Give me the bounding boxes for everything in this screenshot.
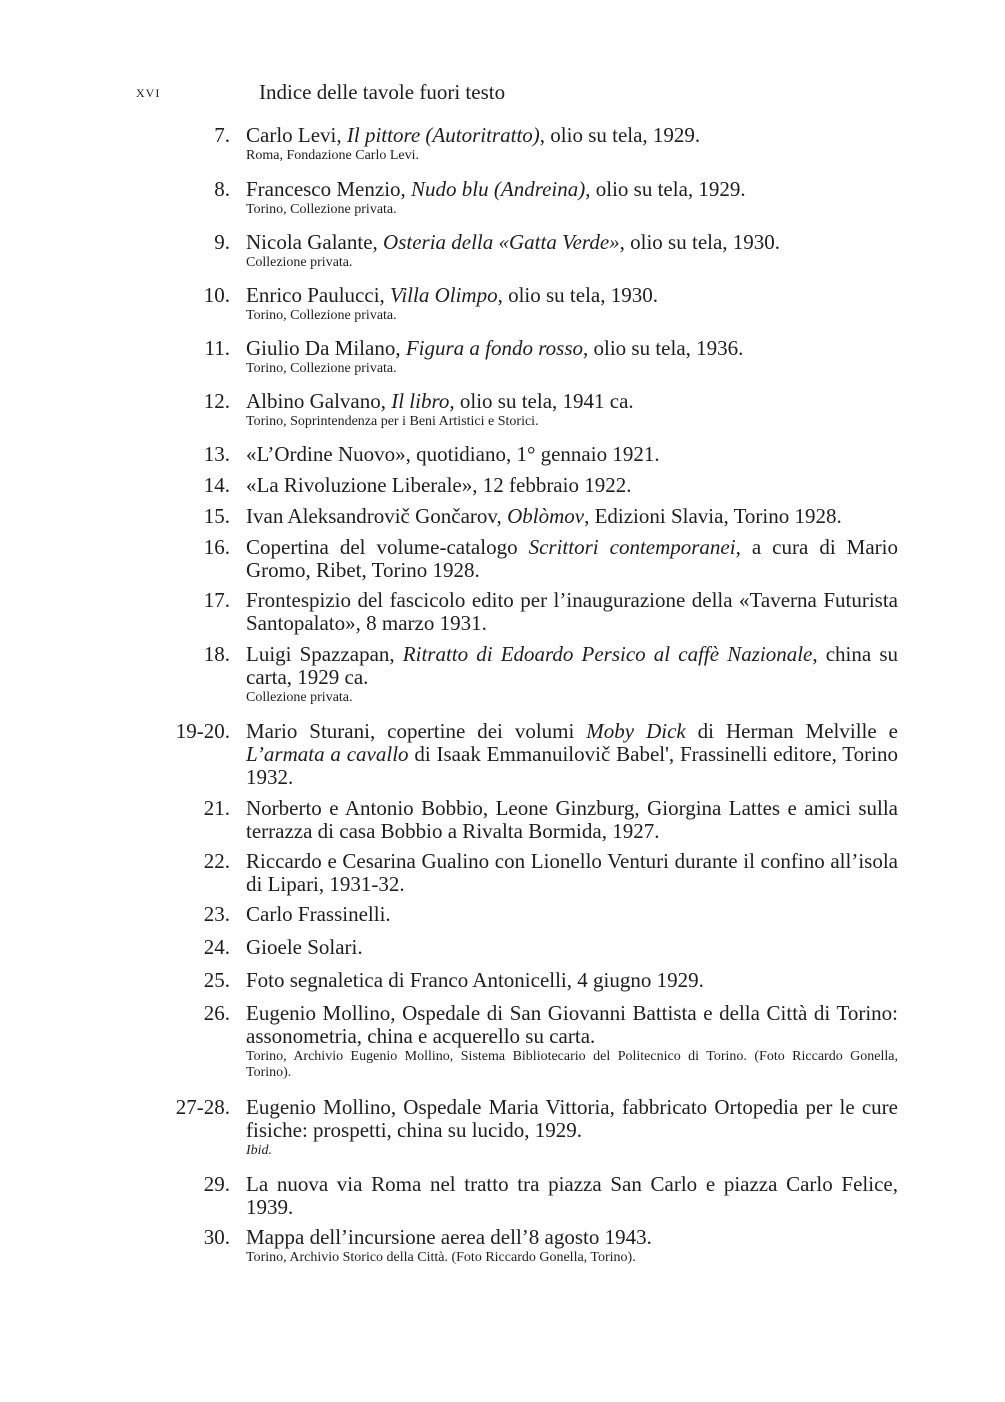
- plate-caption: [246, 337, 898, 360]
- plate-caption: [246, 589, 898, 635]
- caption-text: «L’Ordine Nuovo», quotidiano, 1° gennaio 1921.: [246, 442, 660, 466]
- caption-text: , china su carta, 1929 ca.: [246, 642, 898, 689]
- plate-number: 10.: [203, 283, 230, 307]
- caption-text: Foto segnaletica di Franco Antonicelli, 4 giugno 1929.: [246, 968, 704, 992]
- plate-caption: [246, 903, 898, 926]
- work-title: Osteria della «Gatta Verde»: [383, 230, 620, 254]
- plate-caption: [246, 936, 898, 959]
- caption-text: Copertina del volume-catalogo: [246, 535, 529, 559]
- plate-number: 23.: [203, 902, 230, 926]
- caption-text: Giulio Da Milano,: [246, 336, 406, 360]
- caption-text: Enrico Paulucci,: [246, 283, 391, 307]
- plate-description: [246, 390, 898, 430]
- caption-text: Riccardo e Cesarina Gualino con Lionello Venturi durante il confino all’isola di Lipari, 1931-32.: [246, 849, 898, 896]
- plate-description: [246, 443, 898, 466]
- caption-text: , olio su tela, 1936.: [583, 336, 744, 360]
- caption-text: Francesco Menzio,: [246, 177, 412, 201]
- work-title: Scrittori contemporanei: [528, 535, 736, 559]
- plate-number: 13.: [203, 442, 230, 466]
- plate-number: 14.: [203, 473, 230, 497]
- work-title: Il pittore (Autoritratto): [346, 123, 540, 147]
- plate-caption: [246, 390, 898, 413]
- plate-caption: [246, 850, 898, 896]
- caption-text: Carlo Levi,: [246, 123, 347, 147]
- plate-number: 18.: [203, 642, 230, 666]
- plate-description: [246, 589, 898, 635]
- plate-description: [246, 936, 898, 959]
- plate-description: [246, 1226, 898, 1266]
- plate-description: [246, 720, 898, 789]
- plate-caption: [246, 124, 898, 147]
- plate-number: 29.: [203, 1172, 230, 1196]
- plate-source-note: Torino, Collezione privata.: [246, 202, 397, 217]
- plate-number: 15.: [203, 504, 230, 528]
- plate-number: 22.: [203, 849, 230, 873]
- plate-caption: [246, 474, 898, 497]
- plate-caption: [246, 797, 898, 843]
- plate-number: 8.: [214, 177, 230, 201]
- caption-text: , olio su tela, 1930.: [619, 230, 781, 254]
- work-title: Figura a fondo rosso: [405, 336, 583, 360]
- page-number: xvi: [136, 82, 161, 101]
- plate-number: 16.: [203, 535, 230, 559]
- plate-description: [246, 474, 898, 497]
- plate-source-note: Torino, Archivio Storico della Città. (Foto Riccardo Gonella, Torino).: [246, 1250, 636, 1265]
- plate-source-note: Torino, Collezione privata.: [246, 361, 397, 376]
- plate-caption: [246, 1226, 898, 1249]
- caption-text: Frontespizio del fascicolo edito per l’inaugurazione della «Taverna Futurista Santopalato», 8 marzo 1931.: [246, 588, 898, 635]
- plate-description: [246, 969, 898, 992]
- caption-text: Ivan Aleksandrovič Gončarov,: [246, 504, 508, 528]
- plate-description: [246, 1002, 898, 1081]
- plate-caption: [246, 643, 898, 689]
- caption-text: Gioele Solari.: [246, 935, 363, 959]
- work-title: Villa Olimpo: [390, 283, 498, 307]
- plate-description: [246, 850, 898, 896]
- caption-text: Albino Galvano,: [246, 389, 392, 413]
- work-title: Moby Dick: [586, 719, 686, 743]
- caption-text: , olio su tela, 1929.: [539, 123, 701, 147]
- caption-text: , olio su tela, 1930.: [497, 283, 658, 307]
- plate-number: 12.: [203, 389, 230, 413]
- caption-text: Luigi Spazzapan,: [246, 642, 403, 666]
- plate-caption: [246, 1096, 898, 1142]
- work-title: L’armata a cavallo: [246, 742, 409, 766]
- caption-text: , a cura di Mario Gromo, Ribet, Torino 1928.: [246, 535, 898, 582]
- plate-description: [246, 1096, 898, 1159]
- plate-caption: [246, 284, 898, 307]
- plate-caption: [246, 969, 898, 992]
- plate-number: 17.: [203, 588, 230, 612]
- caption-text: Mappa dell’incursione aerea dell’8 agosto 1943.: [246, 1225, 652, 1249]
- caption-text: , olio su tela, 1941 ca.: [449, 389, 634, 413]
- caption-text: Norberto e Antonio Bobbio, Leone Ginzburg, Giorgina Lattes e amici sulla terrazza di casa Bobbio a Rivalta Bormida, 1927.: [246, 796, 898, 843]
- caption-text: , Edizioni Slavia, Torino 1928.: [584, 504, 842, 528]
- caption-text: Eugenio Mollino, Ospedale Maria Vittoria, fabbricato Ortopedia per le cure fisiche: prospetti, china su lucido, 1929.: [246, 1095, 898, 1142]
- plate-description: [246, 903, 898, 926]
- plate-description: [246, 536, 898, 582]
- plate-number: 30.: [203, 1225, 230, 1249]
- plate-number: 7.: [214, 123, 230, 147]
- plate-description: [246, 337, 898, 377]
- plate-description: [246, 178, 898, 218]
- plate-source-note: Collezione privata.: [246, 690, 353, 705]
- plate-number: 21.: [203, 796, 230, 820]
- work-title: Oblòmov: [507, 504, 585, 528]
- plate-number: 19-20.: [175, 719, 230, 743]
- plate-caption: [246, 720, 898, 789]
- caption-text: di Herman Melville e: [685, 719, 898, 743]
- caption-text: La nuova via Roma nel tratto tra piazza San Carlo e piazza Carlo Felice, 1939.: [246, 1172, 898, 1219]
- work-title: Il libro: [391, 389, 450, 413]
- work-title: Ritratto di Edoardo Persico al caffè Nazionale: [402, 642, 813, 666]
- caption-text: Mario Sturani, copertine dei volumi: [246, 719, 587, 743]
- plate-source-note: Roma, Fondazione Carlo Levi.: [246, 148, 420, 163]
- plate-number: 24.: [203, 935, 230, 959]
- plate-source-note: Collezione privata.: [246, 255, 353, 270]
- plate-description: [246, 797, 898, 843]
- plate-source-note: Torino, Collezione privata.: [246, 308, 397, 323]
- plate-number: 11.: [204, 336, 230, 360]
- running-title: Indice delle tavole fuori testo: [259, 80, 506, 104]
- plate-source-note: Torino, Soprintendenza per i Beni Artistici e Storici.: [246, 414, 539, 429]
- plate-description: [246, 505, 898, 528]
- work-title: Nudo blu (Andreina): [411, 177, 586, 201]
- caption-text: di Isaak Emmanuilovič Babel', Frassinelli editore, Torino 1932.: [246, 742, 898, 789]
- plate-caption: [246, 443, 898, 466]
- caption-text: Eugenio Mollino, Ospedale di San Giovanni Battista e della Città di Torino: assonometria, china e acquerello su carta.: [246, 1001, 898, 1048]
- plate-caption: [246, 178, 898, 201]
- plate-number: 25.: [203, 968, 230, 992]
- plate-source-note: Torino, Archivio Eugenio Mollino, Sistema Bibliotecario del Politecnico di Torino. (Foto Riccardo Gonella, Torino).: [246, 1049, 898, 1080]
- plate-number: 9.: [214, 230, 230, 254]
- plate-description: [246, 1173, 898, 1219]
- plate-number: 27-28.: [175, 1095, 230, 1119]
- plate-source-note: Ibid.: [246, 1143, 273, 1158]
- plate-number: 26.: [203, 1001, 230, 1025]
- plate-description: [246, 124, 898, 164]
- plate-caption: [246, 1002, 898, 1048]
- caption-text: , olio su tela, 1929.: [585, 177, 746, 201]
- plate-caption: [246, 505, 898, 528]
- caption-text: Nicola Galante,: [246, 230, 384, 254]
- plate-description: [246, 643, 898, 706]
- caption-text: Carlo Frassinelli.: [246, 902, 391, 926]
- plate-caption: [246, 231, 898, 254]
- plate-caption: [246, 536, 898, 582]
- plate-caption: [246, 1173, 898, 1219]
- plate-description: [246, 284, 898, 324]
- plate-description: [246, 231, 898, 271]
- caption-text: «La Rivoluzione Liberale», 12 febbraio 1922.: [246, 473, 632, 497]
